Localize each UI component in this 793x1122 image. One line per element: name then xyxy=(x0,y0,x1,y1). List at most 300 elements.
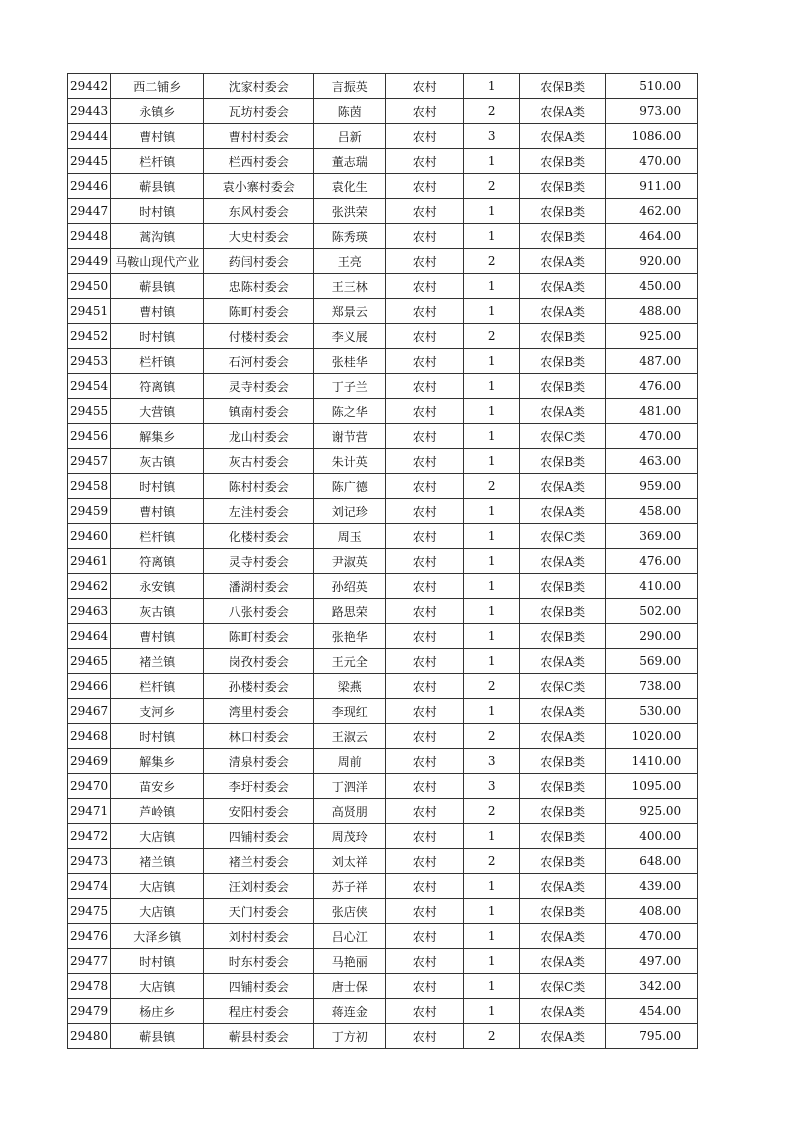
table-row xyxy=(68,849,698,874)
insurance-category-cell: 农保B类 xyxy=(520,324,606,349)
area-type-cell: 农村 xyxy=(386,774,464,799)
area-type-cell: 农村 xyxy=(386,424,464,449)
amount-cell: 470.00 xyxy=(606,424,698,449)
amount-cell: 439.00 xyxy=(606,874,698,899)
record-id-cell: 29455 xyxy=(68,399,111,424)
township-cell: 大店镇 xyxy=(111,824,204,849)
village-committee-cell: 忠陈村委会 xyxy=(204,274,314,299)
insurance-category-cell: 农保B类 xyxy=(520,74,606,99)
person-name-cell: 陈之华 xyxy=(314,399,386,424)
household-count-cell: 1 xyxy=(464,224,520,249)
record-id-cell: 29478 xyxy=(68,974,111,999)
table-row xyxy=(68,199,698,224)
person-name-cell: 路思荣 xyxy=(314,599,386,624)
table-row xyxy=(68,674,698,699)
insurance-category-cell: 农保A类 xyxy=(520,874,606,899)
village-committee-cell: 灰古村委会 xyxy=(204,449,314,474)
table-row xyxy=(68,699,698,724)
household-count-cell: 2 xyxy=(464,849,520,874)
record-id-cell: 29463 xyxy=(68,599,111,624)
household-count-cell: 1 xyxy=(464,374,520,399)
area-type-cell: 农村 xyxy=(386,949,464,974)
household-count-cell: 2 xyxy=(464,474,520,499)
household-count-cell: 2 xyxy=(464,1024,520,1049)
record-id-cell: 29475 xyxy=(68,899,111,924)
amount-cell: 476.00 xyxy=(606,549,698,574)
record-id-cell: 29457 xyxy=(68,449,111,474)
area-type-cell: 农村 xyxy=(386,849,464,874)
table-row xyxy=(68,74,698,99)
amount-cell: 920.00 xyxy=(606,249,698,274)
table-row xyxy=(68,174,698,199)
area-type-cell: 农村 xyxy=(386,124,464,149)
insurance-category-cell: 农保C类 xyxy=(520,674,606,699)
household-count-cell: 1 xyxy=(464,299,520,324)
person-name-cell: 谢节营 xyxy=(314,424,386,449)
insurance-category-cell: 农保A类 xyxy=(520,724,606,749)
record-id-cell: 29466 xyxy=(68,674,111,699)
township-cell: 符离镇 xyxy=(111,374,204,399)
insurance-category-cell: 农保B类 xyxy=(520,749,606,774)
township-cell: 支河乡 xyxy=(111,699,204,724)
insurance-category-cell: 农保A类 xyxy=(520,299,606,324)
township-cell: 栏杆镇 xyxy=(111,149,204,174)
insurance-category-cell: 农保A类 xyxy=(520,474,606,499)
person-name-cell: 周玉 xyxy=(314,524,386,549)
household-count-cell: 1 xyxy=(464,149,520,174)
table-row xyxy=(68,324,698,349)
village-committee-cell: 陈町村委会 xyxy=(204,299,314,324)
amount-cell: 290.00 xyxy=(606,624,698,649)
township-cell: 时村镇 xyxy=(111,474,204,499)
insurance-category-cell: 农保B类 xyxy=(520,349,606,374)
area-type-cell: 农村 xyxy=(386,874,464,899)
household-count-cell: 1 xyxy=(464,574,520,599)
record-id-cell: 29446 xyxy=(68,174,111,199)
insurance-category-cell: 农保B类 xyxy=(520,224,606,249)
amount-cell: 342.00 xyxy=(606,974,698,999)
village-committee-cell: 清泉村委会 xyxy=(204,749,314,774)
village-committee-cell: 曹村村委会 xyxy=(204,124,314,149)
township-cell: 蕲县镇 xyxy=(111,1024,204,1049)
person-name-cell: 陈茵 xyxy=(314,99,386,124)
village-committee-cell: 栏西村委会 xyxy=(204,149,314,174)
area-type-cell: 农村 xyxy=(386,624,464,649)
person-name-cell: 尹淑英 xyxy=(314,549,386,574)
person-name-cell: 唐士保 xyxy=(314,974,386,999)
amount-cell: 973.00 xyxy=(606,99,698,124)
household-count-cell: 1 xyxy=(464,449,520,474)
township-cell: 永安镇 xyxy=(111,574,204,599)
village-committee-cell: 孙楼村委会 xyxy=(204,674,314,699)
township-cell: 苗安乡 xyxy=(111,774,204,799)
village-committee-cell: 褚兰村委会 xyxy=(204,849,314,874)
record-id-cell: 29449 xyxy=(68,249,111,274)
record-id-cell: 29456 xyxy=(68,424,111,449)
area-type-cell: 农村 xyxy=(386,524,464,549)
table-row xyxy=(68,574,698,599)
table-row xyxy=(68,374,698,399)
village-committee-cell: 时东村委会 xyxy=(204,949,314,974)
table-row xyxy=(68,999,698,1024)
insurance-category-cell: 农保A类 xyxy=(520,699,606,724)
records-table xyxy=(67,73,698,1049)
person-name-cell: 袁化生 xyxy=(314,174,386,199)
amount-cell: 400.00 xyxy=(606,824,698,849)
area-type-cell: 农村 xyxy=(386,824,464,849)
village-committee-cell: 化楼村委会 xyxy=(204,524,314,549)
person-name-cell: 王三林 xyxy=(314,274,386,299)
township-cell: 栏杆镇 xyxy=(111,524,204,549)
amount-cell: 925.00 xyxy=(606,324,698,349)
township-cell: 解集乡 xyxy=(111,424,204,449)
household-count-cell: 3 xyxy=(464,124,520,149)
township-cell: 大店镇 xyxy=(111,974,204,999)
record-id-cell: 29464 xyxy=(68,624,111,649)
person-name-cell: 王淑云 xyxy=(314,724,386,749)
township-cell: 蒿沟镇 xyxy=(111,224,204,249)
area-type-cell: 农村 xyxy=(386,174,464,199)
household-count-cell: 1 xyxy=(464,924,520,949)
village-committee-cell: 龙山村委会 xyxy=(204,424,314,449)
insurance-category-cell: 农保B类 xyxy=(520,824,606,849)
household-count-cell: 1 xyxy=(464,874,520,899)
village-committee-cell: 灵寺村委会 xyxy=(204,549,314,574)
insurance-category-cell: 农保A类 xyxy=(520,99,606,124)
person-name-cell: 王亮 xyxy=(314,249,386,274)
area-type-cell: 农村 xyxy=(386,924,464,949)
person-name-cell: 陈广德 xyxy=(314,474,386,499)
area-type-cell: 农村 xyxy=(386,724,464,749)
village-committee-cell: 灵寺村委会 xyxy=(204,374,314,399)
record-id-cell: 29473 xyxy=(68,849,111,874)
household-count-cell: 2 xyxy=(464,674,520,699)
village-committee-cell: 林口村委会 xyxy=(204,724,314,749)
village-committee-cell: 陈町村委会 xyxy=(204,624,314,649)
village-committee-cell: 程庄村委会 xyxy=(204,999,314,1024)
township-cell: 符离镇 xyxy=(111,549,204,574)
township-cell: 栏杆镇 xyxy=(111,674,204,699)
household-count-cell: 1 xyxy=(464,824,520,849)
area-type-cell: 农村 xyxy=(386,549,464,574)
amount-cell: 1020.00 xyxy=(606,724,698,749)
township-cell: 曹村镇 xyxy=(111,124,204,149)
insurance-category-cell: 农保B类 xyxy=(520,449,606,474)
area-type-cell: 农村 xyxy=(386,499,464,524)
area-type-cell: 农村 xyxy=(386,899,464,924)
village-committee-cell: 安阳村委会 xyxy=(204,799,314,824)
insurance-category-cell: 农保A类 xyxy=(520,499,606,524)
area-type-cell: 农村 xyxy=(386,399,464,424)
insurance-category-cell: 农保A类 xyxy=(520,249,606,274)
amount-cell: 1086.00 xyxy=(606,124,698,149)
person-name-cell: 刘太祥 xyxy=(314,849,386,874)
village-committee-cell: 八张村委会 xyxy=(204,599,314,624)
table-row xyxy=(68,424,698,449)
amount-cell: 1095.00 xyxy=(606,774,698,799)
amount-cell: 463.00 xyxy=(606,449,698,474)
village-committee-cell: 岗孜村委会 xyxy=(204,649,314,674)
record-id-cell: 29470 xyxy=(68,774,111,799)
area-type-cell: 农村 xyxy=(386,324,464,349)
insurance-category-cell: 农保B类 xyxy=(520,149,606,174)
person-name-cell: 李现红 xyxy=(314,699,386,724)
township-cell: 褚兰镇 xyxy=(111,849,204,874)
table-row xyxy=(68,549,698,574)
amount-cell: 369.00 xyxy=(606,524,698,549)
household-count-cell: 1 xyxy=(464,699,520,724)
area-type-cell: 农村 xyxy=(386,149,464,174)
person-name-cell: 高贤朋 xyxy=(314,799,386,824)
amount-cell: 481.00 xyxy=(606,399,698,424)
record-id-cell: 29467 xyxy=(68,699,111,724)
household-count-cell: 1 xyxy=(464,974,520,999)
person-name-cell: 苏子祥 xyxy=(314,874,386,899)
township-cell: 芦岭镇 xyxy=(111,799,204,824)
area-type-cell: 农村 xyxy=(386,1024,464,1049)
household-count-cell: 1 xyxy=(464,549,520,574)
insurance-category-cell: 农保C类 xyxy=(520,524,606,549)
village-committee-cell: 袁小寨村委会 xyxy=(204,174,314,199)
record-id-cell: 29445 xyxy=(68,149,111,174)
area-type-cell: 农村 xyxy=(386,349,464,374)
township-cell: 大泽乡镇 xyxy=(111,924,204,949)
household-count-cell: 2 xyxy=(464,799,520,824)
area-type-cell: 农村 xyxy=(386,974,464,999)
area-type-cell: 农村 xyxy=(386,224,464,249)
village-committee-cell: 东风村委会 xyxy=(204,199,314,224)
township-cell: 褚兰镇 xyxy=(111,649,204,674)
area-type-cell: 农村 xyxy=(386,699,464,724)
area-type-cell: 农村 xyxy=(386,449,464,474)
household-count-cell: 2 xyxy=(464,249,520,274)
village-committee-cell: 汪刘村委会 xyxy=(204,874,314,899)
insurance-category-cell: 农保A类 xyxy=(520,949,606,974)
table-row xyxy=(68,1024,698,1049)
table-row xyxy=(68,899,698,924)
table-row xyxy=(68,474,698,499)
insurance-category-cell: 农保C类 xyxy=(520,974,606,999)
record-id-cell: 29472 xyxy=(68,824,111,849)
amount-cell: 648.00 xyxy=(606,849,698,874)
township-cell: 栏杆镇 xyxy=(111,349,204,374)
township-cell: 时村镇 xyxy=(111,199,204,224)
table-row xyxy=(68,249,698,274)
person-name-cell: 蒋连金 xyxy=(314,999,386,1024)
insurance-category-cell: 农保A类 xyxy=(520,924,606,949)
person-name-cell: 张艳华 xyxy=(314,624,386,649)
household-count-cell: 1 xyxy=(464,949,520,974)
record-id-cell: 29444 xyxy=(68,124,111,149)
records-table-body xyxy=(68,74,698,1049)
village-committee-cell: 付楼村委会 xyxy=(204,324,314,349)
person-name-cell: 周茂玲 xyxy=(314,824,386,849)
township-cell: 马鞍山现代产业 xyxy=(111,249,204,274)
table-row xyxy=(68,974,698,999)
table-row xyxy=(68,399,698,424)
household-count-cell: 1 xyxy=(464,499,520,524)
amount-cell: 408.00 xyxy=(606,899,698,924)
person-name-cell: 王元全 xyxy=(314,649,386,674)
township-cell: 时村镇 xyxy=(111,949,204,974)
record-id-cell: 29477 xyxy=(68,949,111,974)
township-cell: 灰古镇 xyxy=(111,449,204,474)
person-name-cell: 刘记珍 xyxy=(314,499,386,524)
household-count-cell: 2 xyxy=(464,174,520,199)
township-cell: 西二铺乡 xyxy=(111,74,204,99)
township-cell: 大店镇 xyxy=(111,899,204,924)
household-count-cell: 1 xyxy=(464,524,520,549)
record-id-cell: 29479 xyxy=(68,999,111,1024)
area-type-cell: 农村 xyxy=(386,599,464,624)
area-type-cell: 农村 xyxy=(386,299,464,324)
record-id-cell: 29450 xyxy=(68,274,111,299)
household-count-cell: 1 xyxy=(464,424,520,449)
table-row xyxy=(68,224,698,249)
table-row xyxy=(68,749,698,774)
person-name-cell: 张洪荣 xyxy=(314,199,386,224)
insurance-category-cell: 农保A类 xyxy=(520,549,606,574)
township-cell: 时村镇 xyxy=(111,324,204,349)
village-committee-cell: 四铺村委会 xyxy=(204,824,314,849)
person-name-cell: 周前 xyxy=(314,749,386,774)
household-count-cell: 3 xyxy=(464,749,520,774)
insurance-category-cell: 农保C类 xyxy=(520,424,606,449)
village-committee-cell: 瓦坊村委会 xyxy=(204,99,314,124)
household-count-cell: 1 xyxy=(464,599,520,624)
village-committee-cell: 蕲县村委会 xyxy=(204,1024,314,1049)
household-count-cell: 1 xyxy=(464,199,520,224)
record-id-cell: 29476 xyxy=(68,924,111,949)
household-count-cell: 1 xyxy=(464,349,520,374)
insurance-category-cell: 农保B类 xyxy=(520,899,606,924)
record-id-cell: 29447 xyxy=(68,199,111,224)
insurance-category-cell: 农保A类 xyxy=(520,999,606,1024)
record-id-cell: 29471 xyxy=(68,799,111,824)
insurance-category-cell: 农保B类 xyxy=(520,199,606,224)
insurance-category-cell: 农保B类 xyxy=(520,174,606,199)
person-name-cell: 言振英 xyxy=(314,74,386,99)
township-cell: 蕲县镇 xyxy=(111,174,204,199)
area-type-cell: 农村 xyxy=(386,374,464,399)
person-name-cell: 丁子兰 xyxy=(314,374,386,399)
person-name-cell: 张店侠 xyxy=(314,899,386,924)
amount-cell: 959.00 xyxy=(606,474,698,499)
table-row xyxy=(68,149,698,174)
household-count-cell: 2 xyxy=(464,724,520,749)
record-id-cell: 29453 xyxy=(68,349,111,374)
person-name-cell: 张桂华 xyxy=(314,349,386,374)
person-name-cell: 董志瑞 xyxy=(314,149,386,174)
person-name-cell: 郑景云 xyxy=(314,299,386,324)
amount-cell: 1410.00 xyxy=(606,749,698,774)
area-type-cell: 农村 xyxy=(386,199,464,224)
record-id-cell: 29459 xyxy=(68,499,111,524)
person-name-cell: 陈秀瑛 xyxy=(314,224,386,249)
township-cell: 永镇乡 xyxy=(111,99,204,124)
person-name-cell: 丁泗洋 xyxy=(314,774,386,799)
township-cell: 灰古镇 xyxy=(111,599,204,624)
area-type-cell: 农村 xyxy=(386,649,464,674)
insurance-category-cell: 农保B类 xyxy=(520,849,606,874)
insurance-category-cell: 农保A类 xyxy=(520,399,606,424)
table-row xyxy=(68,274,698,299)
record-id-cell: 29451 xyxy=(68,299,111,324)
household-count-cell: 1 xyxy=(464,649,520,674)
area-type-cell: 农村 xyxy=(386,674,464,699)
record-id-cell: 29460 xyxy=(68,524,111,549)
insurance-category-cell: 农保B类 xyxy=(520,774,606,799)
area-type-cell: 农村 xyxy=(386,749,464,774)
amount-cell: 795.00 xyxy=(606,1024,698,1049)
village-committee-cell: 四铺村委会 xyxy=(204,974,314,999)
village-committee-cell: 刘村村委会 xyxy=(204,924,314,949)
amount-cell: 454.00 xyxy=(606,999,698,1024)
area-type-cell: 农村 xyxy=(386,574,464,599)
amount-cell: 925.00 xyxy=(606,799,698,824)
record-id-cell: 29458 xyxy=(68,474,111,499)
amount-cell: 450.00 xyxy=(606,274,698,299)
table-row xyxy=(68,349,698,374)
insurance-category-cell: 农保A类 xyxy=(520,274,606,299)
record-id-cell: 29462 xyxy=(68,574,111,599)
record-id-cell: 29461 xyxy=(68,549,111,574)
village-committee-cell: 大史村委会 xyxy=(204,224,314,249)
table-row xyxy=(68,449,698,474)
village-committee-cell: 镇南村委会 xyxy=(204,399,314,424)
amount-cell: 470.00 xyxy=(606,149,698,174)
amount-cell: 488.00 xyxy=(606,299,698,324)
area-type-cell: 农村 xyxy=(386,99,464,124)
area-type-cell: 农村 xyxy=(386,474,464,499)
person-name-cell: 吕心江 xyxy=(314,924,386,949)
table-row xyxy=(68,524,698,549)
amount-cell: 410.00 xyxy=(606,574,698,599)
person-name-cell: 梁燕 xyxy=(314,674,386,699)
insurance-category-cell: 农保B类 xyxy=(520,799,606,824)
township-cell: 大店镇 xyxy=(111,874,204,899)
record-id-cell: 29469 xyxy=(68,749,111,774)
amount-cell: 476.00 xyxy=(606,374,698,399)
village-committee-cell: 李圩村委会 xyxy=(204,774,314,799)
table-row xyxy=(68,624,698,649)
record-id-cell: 29480 xyxy=(68,1024,111,1049)
amount-cell: 470.00 xyxy=(606,924,698,949)
village-committee-cell: 左洼村委会 xyxy=(204,499,314,524)
table-row xyxy=(68,649,698,674)
household-count-cell: 1 xyxy=(464,899,520,924)
table-row xyxy=(68,724,698,749)
village-committee-cell: 沈家村委会 xyxy=(204,74,314,99)
amount-cell: 497.00 xyxy=(606,949,698,974)
table-row xyxy=(68,299,698,324)
person-name-cell: 丁方初 xyxy=(314,1024,386,1049)
person-name-cell: 马艳丽 xyxy=(314,949,386,974)
record-id-cell: 29443 xyxy=(68,99,111,124)
household-count-cell: 2 xyxy=(464,324,520,349)
record-id-cell: 29454 xyxy=(68,374,111,399)
table-row xyxy=(68,499,698,524)
township-cell: 曹村镇 xyxy=(111,299,204,324)
household-count-cell: 1 xyxy=(464,999,520,1024)
township-cell: 曹村镇 xyxy=(111,499,204,524)
township-cell: 蕲县镇 xyxy=(111,274,204,299)
table-row xyxy=(68,949,698,974)
amount-cell: 510.00 xyxy=(606,74,698,99)
table-row xyxy=(68,124,698,149)
amount-cell: 738.00 xyxy=(606,674,698,699)
township-cell: 曹村镇 xyxy=(111,624,204,649)
